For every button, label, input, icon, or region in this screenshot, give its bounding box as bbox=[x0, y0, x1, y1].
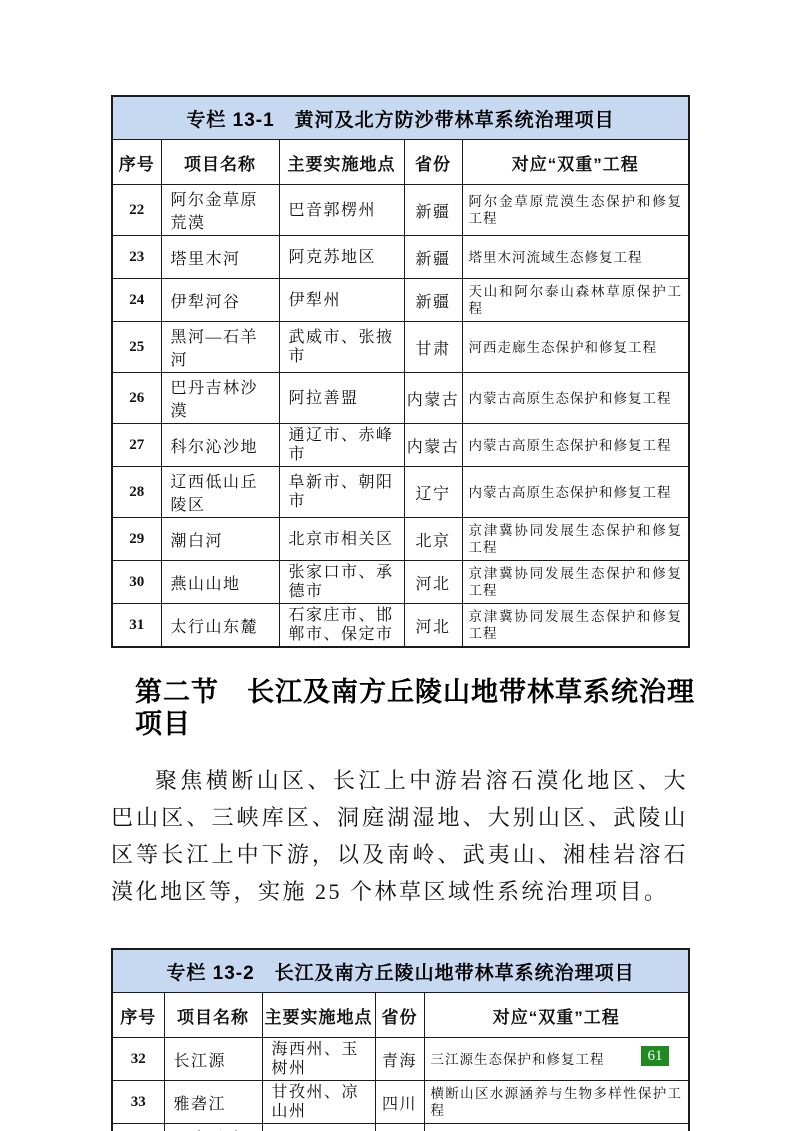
page-number-badge: 61 bbox=[641, 1046, 669, 1066]
cell-no: 28 bbox=[112, 467, 161, 518]
table-13-1 bbox=[111, 95, 690, 648]
cell-province: 新疆 bbox=[404, 236, 462, 279]
cell-province: 北京 bbox=[404, 518, 462, 561]
table-13-2-header-row bbox=[112, 993, 689, 1038]
table-title-row bbox=[112, 949, 689, 993]
cell-project: 京津冀协同发展生态保护和修复工程 bbox=[462, 561, 689, 604]
table-13-2 bbox=[111, 948, 690, 1131]
col-header-location: 主要实施地点 bbox=[262, 993, 375, 1038]
table-row bbox=[112, 1124, 689, 1131]
cell-no: 32 bbox=[112, 1038, 164, 1081]
cell-name: 燕山山地 bbox=[161, 561, 279, 604]
body-paragraph: 聚焦横断山区、长江上中游岩溶石漠化地区、大巴山区、三峡库区、洞庭湖湿地、大别山区、武陵山区等长江上中下游，以及南岭、武夷山、湘桂岩溶石漠化地区等，实施 25 个林草区域性系统治理项目。 bbox=[111, 768, 688, 904]
cell-no bbox=[112, 1124, 164, 1131]
cell-province: 内蒙古 bbox=[404, 424, 462, 467]
cell-no: 24 bbox=[112, 279, 161, 322]
col-header-project-name: 项目名称 bbox=[164, 993, 262, 1038]
cell-no: 22 bbox=[112, 185, 161, 236]
cell-name: 塔里木河 bbox=[161, 236, 279, 279]
cell-name: 阿尔金草原荒漠 bbox=[161, 185, 279, 236]
cell-location: 通辽市、赤峰市 bbox=[279, 424, 404, 467]
cell-project: 京津冀协同发展生态保护和修复工程 bbox=[462, 518, 689, 561]
cell-name: 伊犁河谷 bbox=[161, 279, 279, 322]
cell-project: 内蒙古高原生态保护和修复工程 bbox=[462, 467, 689, 518]
table-13-1-header-row bbox=[112, 140, 689, 185]
table-row bbox=[112, 561, 689, 604]
col-header-project-name: 项目名称 bbox=[161, 140, 279, 185]
cell-province: 河北 bbox=[404, 561, 462, 604]
cell-no: 26 bbox=[112, 373, 161, 424]
col-header-province: 省份 bbox=[404, 140, 462, 185]
table-row bbox=[112, 424, 689, 467]
cell-province: 河北 bbox=[404, 604, 462, 648]
cell-province: 青海 bbox=[375, 1038, 424, 1081]
table-row bbox=[112, 236, 689, 279]
cell-location: 海西州、玉树州 bbox=[262, 1038, 375, 1081]
cell-project: 河西走廊生态保护和修复工程 bbox=[462, 322, 689, 373]
cell-location: 张家口市、承德市 bbox=[279, 561, 404, 604]
cell-location: 阿拉善盟 bbox=[279, 373, 404, 424]
table-row bbox=[112, 1038, 689, 1081]
cell-project: 内蒙古高原生态保护和修复工程 bbox=[462, 424, 689, 467]
cell-name: 雅砻江 bbox=[164, 1081, 262, 1124]
table-row bbox=[112, 279, 689, 322]
col-header-double-project: 对应“双重”工程 bbox=[424, 993, 689, 1038]
cell-name bbox=[164, 1124, 262, 1131]
cell-no: 29 bbox=[112, 518, 161, 561]
table-row bbox=[112, 467, 689, 518]
cell-location: 北京市相关区 bbox=[279, 518, 404, 561]
section-heading: 第二节 长江及南方丘陵山地带林草系统治理项目 bbox=[135, 677, 695, 739]
col-header-province: 省份 bbox=[375, 993, 424, 1038]
cell-location: 阿克苏地区 bbox=[279, 236, 404, 279]
cell-name: 黑河—石羊河 bbox=[161, 322, 279, 373]
cell-no: 23 bbox=[112, 236, 161, 279]
cell-project: 京津冀协同发展生态保护和修复工程 bbox=[462, 604, 689, 648]
cell-name: 太行山东麓 bbox=[161, 604, 279, 648]
cell-name: 辽西低山丘陵区 bbox=[161, 467, 279, 518]
table-row bbox=[112, 518, 689, 561]
cell-location: 甘孜州、凉山州 bbox=[262, 1081, 375, 1124]
cell-province: 甘肃 bbox=[404, 322, 462, 373]
cell-project: 内蒙古高原生态保护和修复工程 bbox=[462, 373, 689, 424]
cell-province bbox=[375, 1124, 424, 1131]
cell-province: 新疆 bbox=[404, 279, 462, 322]
cell-province: 四川 bbox=[375, 1081, 424, 1124]
cell-location: 阜新市、朝阳市 bbox=[279, 467, 404, 518]
cell-project: 塔里木河流域生态修复工程 bbox=[462, 236, 689, 279]
table-13-1-title: 专栏 13-1 黄河及北方防沙带林草系统治理项目 bbox=[112, 96, 689, 140]
cell-project: 三江源生态保护和修复工程 bbox=[424, 1038, 689, 1081]
cell-no: 31 bbox=[112, 604, 161, 648]
cell-province: 新疆 bbox=[404, 185, 462, 236]
table-title-row bbox=[112, 96, 689, 140]
col-header-double-project: 对应“双重”工程 bbox=[462, 140, 689, 185]
cell-name: 潮白河 bbox=[161, 518, 279, 561]
cell-location: 石家庄市、邯郸市、保定市 bbox=[279, 604, 404, 648]
cell-project: 横断山区水源涵养与生物多样性保护工程 bbox=[424, 1081, 689, 1124]
col-header-no: 序号 bbox=[112, 140, 161, 185]
cell-province: 辽宁 bbox=[404, 467, 462, 518]
cell-name: 长江源 bbox=[164, 1038, 262, 1081]
table-row bbox=[112, 322, 689, 373]
table-row bbox=[112, 604, 689, 648]
cell-location bbox=[262, 1124, 375, 1131]
cell-location: 伊犁州 bbox=[279, 279, 404, 322]
cell-no: 30 bbox=[112, 561, 161, 604]
cell-province: 内蒙古 bbox=[404, 373, 462, 424]
cell-name: 科尔沁沙地 bbox=[161, 424, 279, 467]
cell-no: 33 bbox=[112, 1081, 164, 1124]
cell-project bbox=[424, 1124, 689, 1131]
cell-project: 阿尔金草原荒漠生态保护和修复工程 bbox=[462, 185, 689, 236]
table-row bbox=[112, 1081, 689, 1124]
cell-location: 巴音郭楞州 bbox=[279, 185, 404, 236]
cell-project: 天山和阿尔泰山森林草原保护工程 bbox=[462, 279, 689, 322]
cell-location: 武威市、张掖市 bbox=[279, 322, 404, 373]
cell-no: 25 bbox=[112, 322, 161, 373]
col-header-location: 主要实施地点 bbox=[279, 140, 404, 185]
col-header-no: 序号 bbox=[112, 993, 164, 1038]
table-13-2-title: 专栏 13-2 长江及南方丘陵山地带林草系统治理项目 bbox=[112, 949, 689, 993]
cell-no: 27 bbox=[112, 424, 161, 467]
table-row bbox=[112, 185, 689, 236]
cell-name: 巴丹吉林沙漠 bbox=[161, 373, 279, 424]
table-row bbox=[112, 373, 689, 424]
